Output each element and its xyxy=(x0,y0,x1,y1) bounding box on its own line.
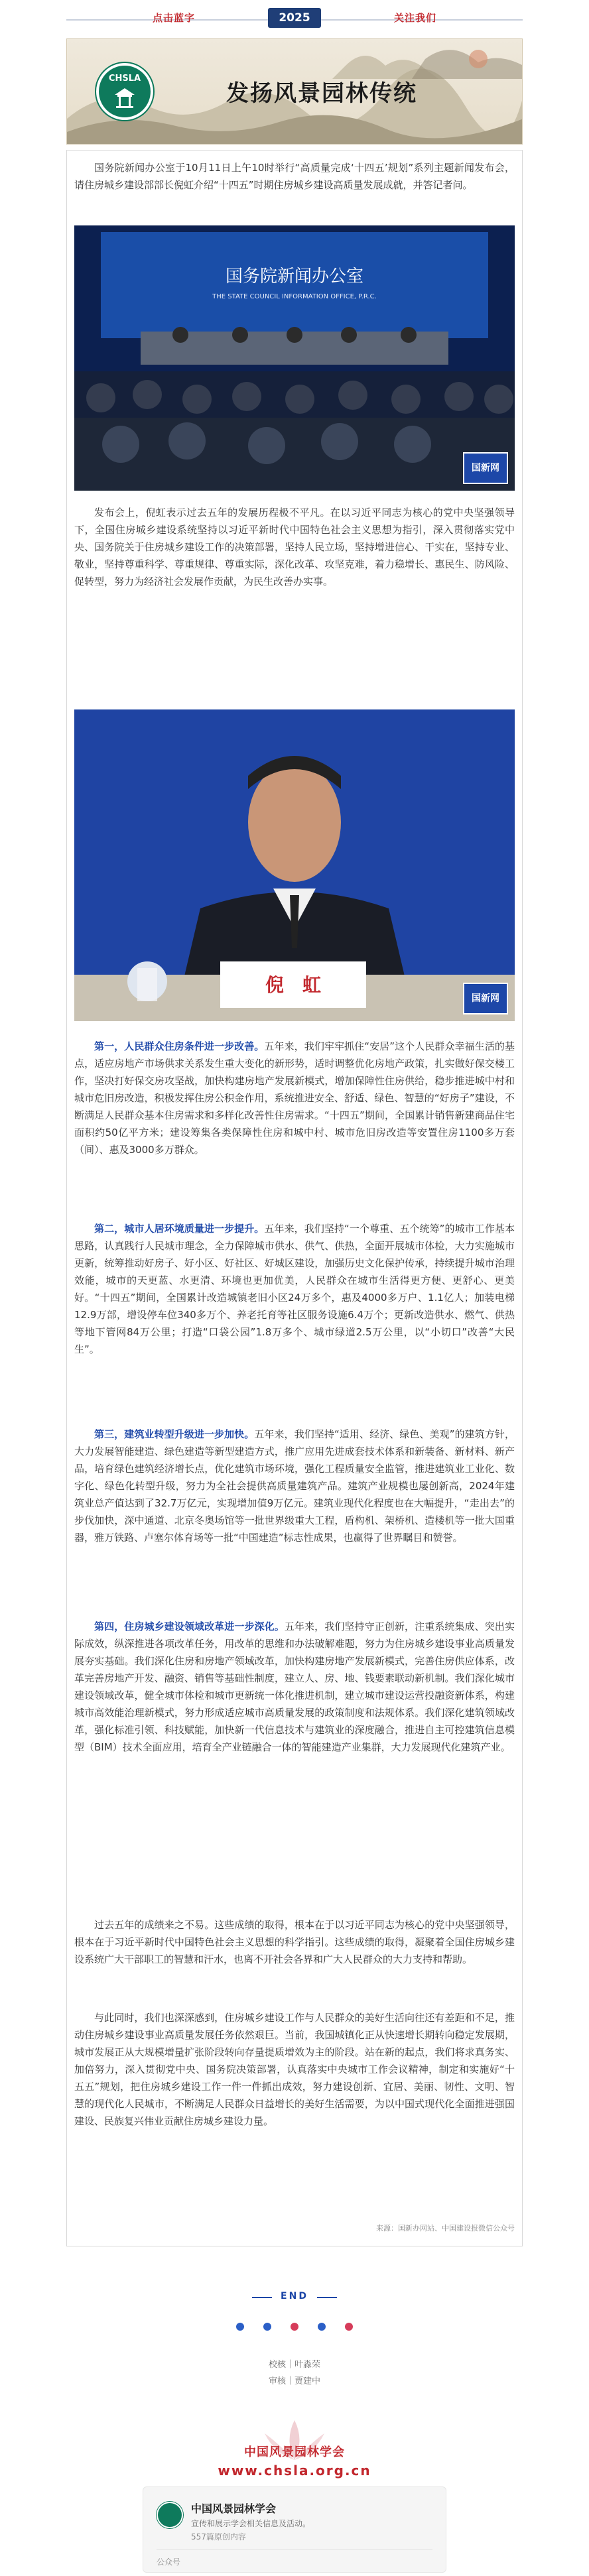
intro-paragraph: 国务院新闻办公室于10月11日上午10时举行“高质量完成‘十四五’规划”系列主题新闻发布会，请住房城乡建设部部长倪虹介绍“十四五”时期住房城乡建设高质量发展成就，并答记者问。 xyxy=(74,162,515,191)
header-banner xyxy=(66,38,523,145)
guoxinwang-watermark: 国新网 xyxy=(463,983,508,1014)
section-four-paragraph xyxy=(74,1618,515,1756)
section-one-lead: 第一，人民群众住房条件进一步改善。 xyxy=(94,1040,265,1052)
section-three-paragraph xyxy=(74,1426,515,1546)
dot-blue xyxy=(236,2323,244,2331)
section-two-paragraph xyxy=(74,1220,515,1358)
section-four-body: 五年来，我们坚持守正创新，注重系统集成、突出实际成效，纵深推进各项改革任务，用改革的思维和办法破解难题，努力为住房城乡建设事业高质量发展夯实基础。我们深化住房和房地产领域改革，加快构建房地产发展新模式，完善住房供应体系，改革完善房地产开发、融资、销售等基础性制度，建立人、房、地、钱要素联动新机制。我们深化城市建设领域改革，健全城市体检和城市更新统一体化推进机制，建立城市建设运营投融资新体系，构建城市高效能治理新模式，努力形成适应城市高质量发展的政策制度和法规体系。我们深化建筑领域改革，强化标准引领、科技赋能，加快新一代信息技术与建筑业的深度融合，推进自主可控建筑信息模型（BIM）技术全面应用，培育全产业链融合一体的智能建造产业集群，大力发展现代化建筑产业。 xyxy=(74,1621,515,1753)
end-dots xyxy=(0,2321,589,2331)
proofreader-credit: 校核｜叶淼荣 xyxy=(268,2360,320,2370)
section-three-lead: 第三，建筑业转型升级进一步加快。 xyxy=(94,1428,255,1440)
speaker-portrait-scene xyxy=(74,709,515,1021)
reviewer-credit: 审核｜贾建中 xyxy=(268,2376,320,2386)
account-name: 中国风景园林学会 xyxy=(191,2502,277,2515)
follow-us-label[interactable]: 关注我们 xyxy=(393,12,436,24)
account-article-count: 557篇原创内容 xyxy=(191,2532,246,2542)
account-type-label: 公众号 xyxy=(157,2557,181,2567)
guoxinwang-watermark: 国新网 xyxy=(463,452,508,484)
top-follow-bar xyxy=(66,5,523,34)
achievements-paragraph: 过去五年的成绩来之不易。这些成绩的取得，根本在于以习近平同志为核心的党中央坚强领导，根本在于习近平新时代中国特色社会主义思想的科学指引。这些成绩的取得，凝聚着全国住房城乡建设系统广大干部职工的智慧和汗水，也离不开社会各界和广大人民群众的大力支持和帮助。 xyxy=(74,1919,515,1965)
dot-blue xyxy=(318,2323,326,2331)
opening-remarks-paragraph: 发布会上，倪虹表示过去五年的发展历程极不平凡。在以习近平同志为核心的党中央坚强领导下，全国住房城乡建设系统坚持以习近平新时代中国特色社会主义思想为指引，深入贯彻落实党中央、国务院关于住房城乡建设工作的决策部署，坚持人民立场，坚持增进信心、干实在，坚持专业、敬业，坚持尊重科学、尊重规律、尊重实际，深化改革、攻坚克难，着力稳增长、惠民生、防风险、促转型，努力为经济社会发展作贡献，为民生改善办实事。 xyxy=(74,507,515,587)
backdrop-title-cn: 国务院新闻办公室 xyxy=(225,267,364,286)
article-source: 来源：国新办网站、中国建设报微信公众号 xyxy=(376,2224,515,2233)
card-divider xyxy=(157,2549,432,2550)
banner-title: 发扬风景园林传统 xyxy=(226,80,417,107)
footer-org-name: 中国风景园林学会 xyxy=(244,2445,345,2459)
account-description: 宣传和展示学会相关信息及活动。 xyxy=(191,2519,311,2528)
speaker-portrait-photo xyxy=(74,709,515,1021)
dot-red xyxy=(291,2323,298,2331)
dot-blue xyxy=(263,2323,271,2331)
end-text: END xyxy=(281,2291,308,2301)
end-marker xyxy=(0,2291,589,2311)
section-two-body: 五年来，我们坚持“一个尊重、五个统筹”的城市工作基本思路，认真践行人民城市理念，全力保障城市供水、供气、供热，全面开展城市体检，大力实施城市更新，统筹推动好房子、好小区、好社区、好城区建设，加强历史文化保护传承，持续提升城市治理效能，城市的天更蓝、水更清、环境也更加优美，人民群众在城市生活得更方便、更舒心、更美好。“十四五”期间，全国累计改造城镇老旧小区24万多个，惠及4000多万户、1.1亿人；加装电梯12.9万部，增设停车位340多万个、养老托育等社区服务设施6.4万个；更新改造供水、燃气、供热等地下管网84万公里；打造“口袋公园”1.8万多个、城市绿道2.5万公里，以“小切口”改善“大民生”。 xyxy=(74,1223,515,1355)
click-blue-text-label[interactable]: 点击蓝字 xyxy=(153,12,196,24)
section-one-paragraph xyxy=(74,1038,515,1158)
year-badge: 2025 xyxy=(268,8,321,28)
section-one-body: 五年来，我们牢牢抓住“安居”这个人民群众幸福生活的基点，适应房地产市场供求关系发生重大变化的新形势，适时调整优化房地产政策，扎实做好保交楼工作，坚决打好保交房攻坚战，加快构建房地产发展新模式，增加保障性住房供给，稳步推进城中村和城市危旧房改造，积极发挥住房公积金作用，系统推进安全、舒适、绿色、智慧的“好房子”建设，不断满足人民群众基本住房需求和多样化改善性住房需求。“十四五”期间，全国累计销售新建商品住宅面积约50亿平方米；建设筹集各类保障性住房和城中村、城市危旧房改造等安置住房1100多万套（间）、惠及3000多万群众。 xyxy=(74,1040,515,1156)
press-conference-photo xyxy=(74,225,515,491)
backdrop-title-en: THE STATE COUNCIL INFORMATION OFFICE, P.R.C. xyxy=(212,293,377,300)
speaker-nameplate: 倪 虹 xyxy=(265,974,322,996)
pavilion-icon xyxy=(113,87,136,108)
logo-text: CHSLA xyxy=(108,74,141,84)
section-three-body: 五年来，我们坚持“适用、经济、绿色、美观”的建筑方针，大力发展智能建造、绿色建造等新型建造方式，推广应用先进成套技术体系和新装备、新材料、新产品，培育绿色建筑经济增长点，优化建筑市场环境，强化工程质量安全监管，推进建筑业工业化、数字化、绿色化转型升级，努力为全社会提供高质量建筑产品。建筑产业规模也屡创新高，2024年建筑业总产值达到了32.7万亿元，实现增加值9万亿元。建筑业现代化程度也在大幅提升，“走出去”的步伐加快，深中通道、北京冬奥场馆等一批世界级重大工程，盾构机、架桥机、造楼机等一批大国重器，雅万铁路、卢塞尔体育场等一批“中国建造”标志性成果，也赢得了世界瞩目和赞誉。 xyxy=(74,1428,515,1544)
section-four-lead: 第四，住房城乡建设领域改革进一步深化。 xyxy=(94,1621,285,1632)
press-conference-scene xyxy=(74,225,515,491)
dot-red xyxy=(345,2323,353,2331)
account-avatar xyxy=(157,2502,183,2528)
footer-website-link[interactable]: www.chsla.org.cn xyxy=(218,2463,371,2479)
outlook-paragraph: 与此同时，我们也深深感到，住房城乡建设工作与人民群众的美好生活向往还有差距和不足，推动住房城乡建设事业高质量发展任务依然艰巨。当前，我国城镇化正从快速增长期转向稳定发展期，城市发展正从大规模增量扩张阶段转向存量提质增效为主的阶段。站在新的起点，我们将求真务实、加倍努力，深入贯彻党中央、国务院决策部署，认真落实中央城市工作会议精神，制定和实施好“十五五”规划，把住房城乡建设工作一件一件抓出成效，努力建设创新、宜居、美丽、韧性、文明、智慧的现代化人民城市，不断满足人民群众日益增长的美好生活需要，为以中国式现代化全面推进强国建设、民族复兴伟业贡献住房城乡建设力量。 xyxy=(74,2012,515,2127)
section-two-lead: 第二，城市人居环境质量进一步提升。 xyxy=(94,1223,265,1235)
society-logo xyxy=(96,63,153,120)
official-account-card[interactable] xyxy=(143,2486,446,2573)
